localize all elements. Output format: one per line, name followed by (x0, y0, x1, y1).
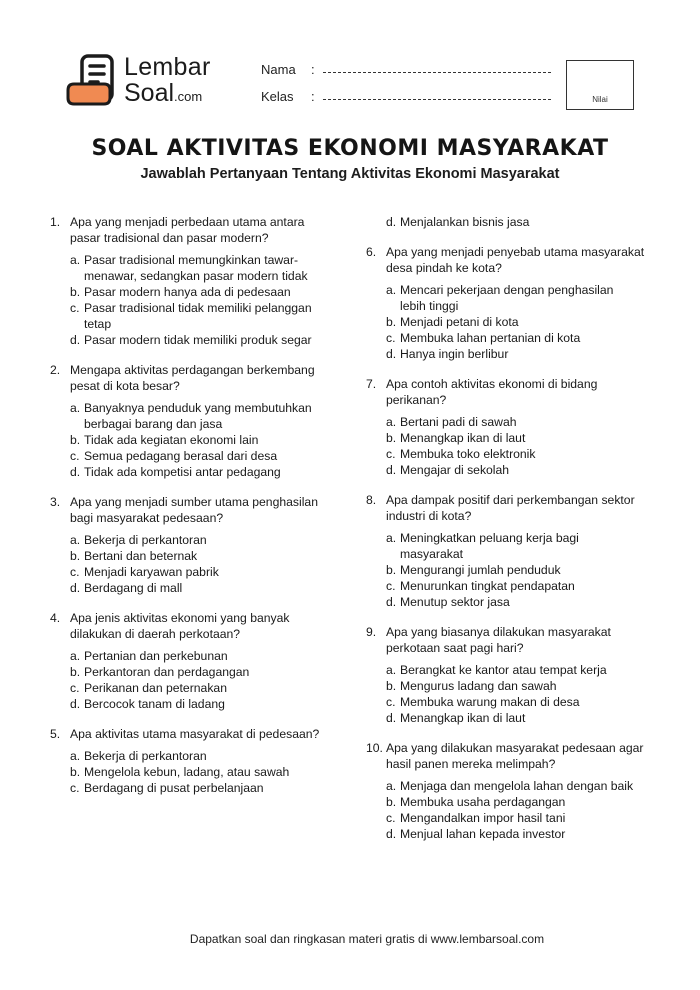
question-text: Apa yang menjadi sumber utama penghasilan bagi masyarakat pedesaan? (70, 495, 318, 525)
option-letter: a. (70, 749, 81, 763)
answer-option[interactable] (386, 446, 646, 462)
answer-option[interactable] (70, 580, 330, 596)
option-letter: d. (70, 581, 81, 595)
option-letter: b. (386, 431, 397, 445)
answer-option[interactable] (70, 748, 330, 764)
question-number: 4. (50, 611, 61, 625)
option-text: Hanya ingin berlibur (400, 347, 509, 361)
answer-options (366, 778, 646, 842)
nama-colon: : (311, 62, 315, 77)
answer-options (366, 662, 646, 726)
answer-option[interactable] (386, 282, 646, 314)
option-text: Menjual lahan kepada investor (400, 827, 566, 841)
option-letter: d. (386, 347, 397, 361)
brand-name-line1: Lembar (124, 53, 211, 81)
option-text: Banyaknya penduduk yang membutuhkan berbagai barang dan jasa (84, 401, 312, 431)
answer-option[interactable] (70, 464, 330, 480)
answer-option[interactable] (386, 678, 646, 694)
option-letter: d. (70, 465, 81, 479)
answer-option[interactable] (386, 314, 646, 330)
answer-option[interactable] (386, 346, 646, 362)
option-text: Menjadi karyawan pabrik (84, 565, 219, 579)
answer-option[interactable] (386, 414, 646, 430)
question-number: 2. (50, 363, 61, 377)
answer-option[interactable] (70, 564, 330, 580)
option-text: Pasar tradisional memungkinkan tawar-menawar, sedangkan pasar modern tidak (84, 253, 308, 283)
question-text: Apa jenis aktivitas ekonomi yang banyak dilakukan di daerah perkotaan? (70, 611, 290, 641)
answer-options (50, 532, 330, 596)
question-item (366, 376, 646, 478)
option-text: Membuka lahan pertanian di kota (400, 331, 581, 345)
question-column-right (366, 214, 646, 856)
option-text: Bertani padi di sawah (400, 415, 517, 429)
option-letter: a. (386, 415, 397, 429)
answer-option[interactable] (366, 214, 646, 230)
question-number: 3. (50, 495, 61, 509)
question-text: Apa yang menjadi perbedaan utama antara pasar tradisional dan pasar modern? (70, 215, 305, 245)
page-title: SOAL AKTIVITAS EKONOMI MASYARAKAT (91, 136, 609, 161)
option-letter: b. (70, 665, 81, 679)
question-number: 5. (50, 727, 61, 741)
question-item (50, 362, 330, 480)
answer-option[interactable] (70, 448, 330, 464)
question-number: 1. (50, 215, 61, 229)
option-letter: a. (386, 531, 397, 545)
answer-option[interactable] (386, 710, 646, 726)
option-text: Meningkatkan peluang kerja bagi masyarakat (400, 531, 579, 561)
question-item (50, 494, 330, 596)
question-text: Apa yang dilakukan masyarakat pedesaan agar hasil panen mereka melimpah? (386, 741, 644, 771)
answer-option[interactable] (386, 578, 646, 594)
option-text: Pasar modern tidak memiliki produk segar (84, 333, 312, 347)
option-text: Menjalankan bisnis jasa (400, 215, 530, 229)
option-letter: c. (70, 449, 80, 463)
option-letter: b. (70, 549, 81, 563)
option-letter: a. (386, 779, 397, 793)
answer-option[interactable] (70, 664, 330, 680)
question-item (50, 214, 330, 348)
answer-option[interactable] (70, 780, 330, 796)
option-text: Membuka usaha perdagangan (400, 795, 566, 809)
answer-option[interactable] (70, 548, 330, 564)
option-text: Mengurus ladang dan sawah (400, 679, 557, 693)
option-text: Semua pedagang berasal dari desa (84, 449, 278, 463)
worksheet-logo-icon (64, 52, 122, 110)
option-text: Bekerja di perkantoran (84, 749, 207, 763)
option-letter: d. (386, 711, 397, 725)
option-letter: b. (386, 795, 397, 809)
option-letter: d. (70, 333, 81, 347)
answer-options (50, 252, 330, 348)
option-text: Menurunkan tingkat pendapatan (400, 579, 575, 593)
nilai-box[interactable] (566, 60, 634, 110)
question-item (366, 244, 646, 362)
answer-option[interactable] (70, 332, 330, 348)
answer-option[interactable] (386, 330, 646, 346)
option-letter: a. (70, 533, 81, 547)
answer-option[interactable] (386, 778, 646, 794)
answer-option[interactable] (70, 400, 330, 432)
question-number: 7. (366, 377, 377, 391)
option-text: Mengurangi jumlah penduduk (400, 563, 561, 577)
question-number: 6. (366, 245, 377, 259)
option-text: Perkantoran dan perdagangan (84, 665, 250, 679)
answer-option[interactable] (70, 284, 330, 300)
question-number: 10. (366, 741, 383, 755)
option-letter: b. (386, 563, 397, 577)
option-text: Berdagang di pusat perbelanjaan (84, 781, 264, 795)
option-letter: c. (70, 781, 80, 795)
option-letter: c. (70, 301, 80, 315)
question-text: Mengapa aktivitas perdagangan berkembang pesat di kota besar? (70, 363, 315, 393)
answer-option[interactable] (70, 764, 330, 780)
option-text: Mencari pekerjaan dengan penghasilan lebih tinggi (400, 283, 614, 313)
answer-options (50, 400, 330, 480)
option-text: Bercocok tanam di ladang (84, 697, 225, 711)
option-text: Menjadi petani di kota (400, 315, 519, 329)
question-item (366, 492, 646, 610)
answer-option[interactable] (386, 594, 646, 610)
page-subtitle: Jawablah Pertanyaan Tentang Aktivitas Ekonomi Masyarakat (140, 166, 560, 182)
question-text: Apa aktivitas utama masyarakat di pedesaan? (70, 727, 320, 741)
footer-text: Dapatkan soal dan ringkasan materi gratis di www.lembarsoal.com (189, 932, 545, 946)
option-letter: a. (70, 401, 81, 415)
option-text: Perikanan dan peternakan (84, 681, 227, 695)
option-text: Pertanian dan perkebunan (84, 649, 228, 663)
brand-logo (64, 52, 234, 112)
option-letter: c. (386, 579, 396, 593)
option-text: Berangkat ke kantor atau tempat kerja (400, 663, 607, 677)
option-text: Mengelola kebun, ladang, atau sawah (84, 765, 290, 779)
option-text: Membuka warung makan di desa (400, 695, 580, 709)
question-number: 8. (366, 493, 377, 507)
question-item (50, 610, 330, 712)
brand-name-line2: Soal.com (124, 79, 203, 107)
answer-option[interactable] (386, 562, 646, 578)
answer-option[interactable] (386, 694, 646, 710)
question-item (366, 740, 646, 842)
kelas-label: Kelas (261, 89, 294, 104)
option-letter: c. (386, 695, 396, 709)
option-letter: a. (386, 283, 397, 297)
option-letter: b. (386, 679, 397, 693)
option-letter: a. (386, 663, 397, 677)
question-item (366, 624, 646, 726)
answer-options (366, 414, 646, 478)
option-letter: c. (70, 565, 80, 579)
answer-options (366, 282, 646, 362)
nama-label: Nama (261, 62, 296, 77)
answer-option[interactable] (70, 532, 330, 548)
answer-option[interactable] (70, 432, 330, 448)
answer-option[interactable] (386, 810, 646, 826)
nilai-label: Nilai (592, 95, 608, 104)
answer-option[interactable] (70, 680, 330, 696)
option-letter: c. (70, 681, 80, 695)
option-text: Tidak ada kegiatan ekonomi lain (84, 433, 259, 447)
option-text: Mengajar di sekolah (400, 463, 510, 477)
question-text: Apa yang biasanya dilakukan masyarakat perkotaan saat pagi hari? (386, 625, 611, 655)
option-letter: d. (386, 463, 397, 477)
option-text: Menutup sektor jasa (400, 595, 510, 609)
answer-options (50, 648, 330, 712)
option-text: Pasar modern hanya ada di pedesaan (84, 285, 291, 299)
answer-option[interactable] (386, 826, 646, 842)
option-text: Mengandalkan impor hasil tani (400, 811, 566, 825)
answer-option[interactable] (386, 430, 646, 446)
option-text: Membuka toko elektronik (400, 447, 536, 461)
option-letter: b. (70, 765, 81, 779)
question-text: Apa yang menjadi penyebab utama masyarakat desa pindah ke kota? (386, 245, 645, 275)
answer-option[interactable] (70, 252, 330, 284)
option-text: Berdagang di mall (84, 581, 183, 595)
option-text: Menjaga dan mengelola lahan dengan baik (400, 779, 634, 793)
answer-option[interactable] (70, 300, 330, 332)
option-letter: d. (386, 827, 397, 841)
kelas-colon: : (311, 89, 315, 104)
answer-options (366, 530, 646, 610)
answer-option[interactable] (386, 530, 646, 562)
option-text: Bekerja di perkantoran (84, 533, 207, 547)
option-letter: d. (386, 595, 397, 609)
option-letter: b. (386, 315, 397, 329)
option-letter: a. (70, 649, 81, 663)
answer-option[interactable] (70, 648, 330, 664)
question-item (50, 726, 330, 796)
nama-line[interactable] (323, 72, 551, 73)
option-letter: b. (70, 285, 81, 299)
option-text: Menangkap ikan di laut (400, 711, 526, 725)
answer-option[interactable] (386, 662, 646, 678)
option-text: Tidak ada kompetisi antar pedagang (84, 465, 281, 479)
option-text: Pasar tradisional tidak memiliki pelanggan tetap (84, 301, 312, 331)
option-letter: c. (386, 811, 396, 825)
option-letter: d. (386, 215, 397, 229)
option-text: Menangkap ikan di laut (400, 431, 526, 445)
question-number: 9. (366, 625, 377, 639)
question-text: Apa contoh aktivitas ekonomi di bidang perikanan? (386, 377, 598, 407)
kelas-line[interactable] (323, 99, 551, 100)
option-letter: d. (70, 697, 81, 711)
question-column-left (50, 214, 330, 810)
option-letter: a. (70, 253, 81, 267)
answer-options (50, 748, 330, 796)
option-letter: c. (386, 331, 396, 345)
answer-option[interactable] (386, 794, 646, 810)
answer-option[interactable] (386, 462, 646, 478)
option-text: Bertani dan beternak (84, 549, 198, 563)
answer-option[interactable] (70, 696, 330, 712)
question-text: Apa dampak positif dari perkembangan sektor industri di kota? (386, 493, 635, 523)
option-letter: c. (386, 447, 396, 461)
option-letter: b. (70, 433, 81, 447)
